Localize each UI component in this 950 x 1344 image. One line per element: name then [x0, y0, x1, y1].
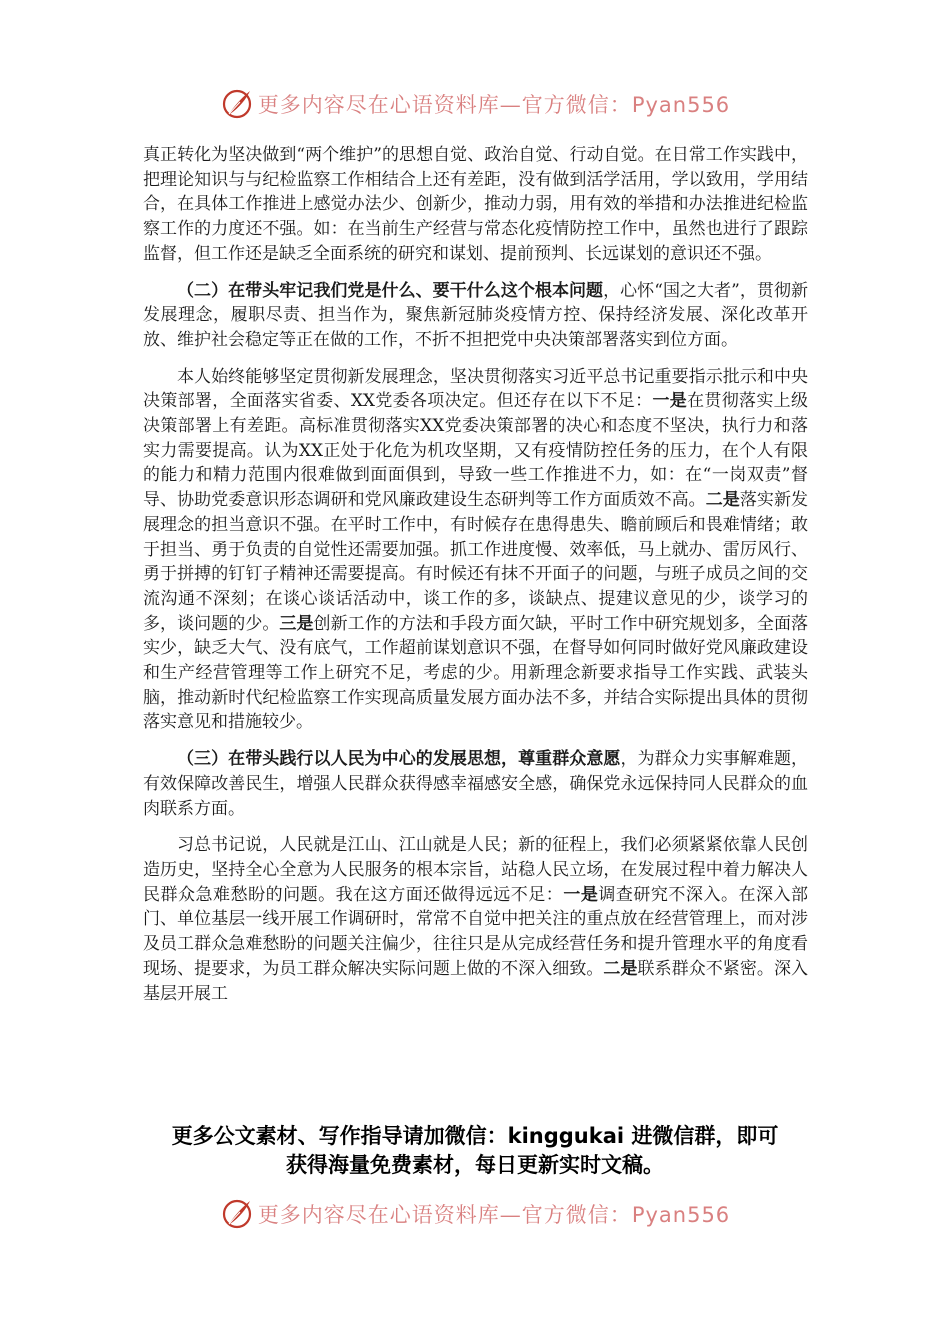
heading-lead: （二）在带头牢记我们党是什么、要干什么这个根本问题: [177, 280, 604, 301]
banner-wechat-id: Pyan556: [631, 1203, 731, 1227]
banner-text: 更多内容尽在心语资料库—官方微信：Pyan556: [257, 93, 731, 117]
promo-line-1: 更多公文素材、写作指导请加微信：kinggukai 进微信群，即可: [171, 1124, 779, 1148]
promo-text: [0, 1122, 950, 1180]
paragraph-3: 本人始终能够坚定贯彻新发展理念，坚决贯彻落实习近平总书记重要指示批示和中央决策部署，全面落实省委、XX党委各项决定。但还存在以下不足：一是在贯彻落实上级决策部署上有差距。高标准贯彻落实XX党委决策部署的决心和态度不坚决，执行力和落实力需要提高。认为XX正处于化危为机攻坚期，又有疫情防控任务的压力，在个人有限的能力和精力范围内很难做到面面俱到，导致一些工作推进不力，如：在“一岗双责”督导、协助党委意识形态调研和党风廉政建设生态研判等工作方面质效不高。二是落实新发展理念的担当意识不强。在平时工作中，有时候存在患得患失、瞻前顾后和畏难情绪；敢于担当、勇于负责的自觉性还需要加强。抓工作进度慢、效率低，马上就办、雷厉风行、勇于拼搏的钉钉子精神还需要提高。有时候还有抹不开面子的问题，与班子成员之间的交流沟通不深刻；在谈心谈话活动中，谈工作的多，谈缺点、提建议意见的少，谈学习的多，谈问题的少。三是创新工作的方法和手段方面欠缺，平时工作中研究规划多，全面落实少，缺乏大气、没有底气，工作超前谋划意识不强，在督导如何同时做好党风廉政建设和生产经营管理等工作上研究不足，考虑的少。用新理念新要求指导工作实践、武装头脑，推动新时代纪检监察工作实现高质量发展方面办法不多，并结合实际提出具体的贯彻落实意见和措施较少。: [143, 366, 809, 733]
paragraph-5: 习总书记说，人民就是江山、江山就是人民；新的征程上，我们必须紧紧依靠人民创造历史，坚持全心全意为人民服务的根本宗旨，站稳人民立场，在发展过程中着力解决人民群众急难愁盼的问题。我在这方面还做得远远不足：一是调查研究不深入。在深入部门、单位基层一线开展工作调研时，常常不自觉中把关注的重点放在经营管理上，而对涉及员工群众急难愁盼的问题关注偏少，往往只是从完成经营任务和提升管理水平的角度看现场、提要求，为员工群众解决实际问题上做的不深入细致。二是联系群众不紧密。深入基层开展工: [143, 835, 809, 1004]
banner-text: 更多内容尽在心语资料库—官方微信：Pyan556: [257, 1203, 731, 1227]
feather-pen-logo-icon: [220, 1197, 254, 1231]
footer-banner: [0, 1194, 950, 1234]
document-body: [143, 143, 808, 1018]
section-heading-3: （三）在带头践行以人民为中心的发展思想，尊重群众意愿，为群众力实事解难题，有效保障改善民生，增强人民群众获得感幸福感安全感，确保党永远保持同人民群众的血肉联系方面。: [143, 749, 809, 819]
promo-line-2: 获得海量免费素材，每日更新实时文稿。: [286, 1153, 664, 1177]
feather-pen-logo-icon: [220, 87, 254, 121]
heading-lead: （三）在带头践行以人民为中心的发展思想，尊重群众意愿: [177, 749, 621, 770]
paragraph-1: 真正转化为坚决做到“两个维护”的思想自觉、政治自觉、行动自觉。在日常工作实践中，把理论知识与与纪检监察工作相结合上还有差距，没有做到活学活用，学以致用，学用结合，在具体工作推进上感觉办法少、创新少，推动力弱，用有效的举措和办法推进纪检监察工作的力度还不强。如：在当前生产经营与常态化疫情防控工作中，虽然也进行了跟踪监督，但工作还是缺乏全面系统的研究和谋划、提前预判、长远谋划的意识还不强。: [143, 145, 808, 264]
section-heading-2: （二）在带头牢记我们党是什么、要干什么这个根本问题，心怀“国之大者”，贯彻新发展理念，履职尽责、担当作为，聚焦新冠肺炎疫情方控、保持经济发展、深化改革开放、维护社会稳定等正在做的工作，不折不担把党中央决策部署落实到位方面。: [143, 280, 808, 350]
banner-wechat-id: Pyan556: [631, 93, 731, 117]
header-banner: [0, 84, 950, 124]
